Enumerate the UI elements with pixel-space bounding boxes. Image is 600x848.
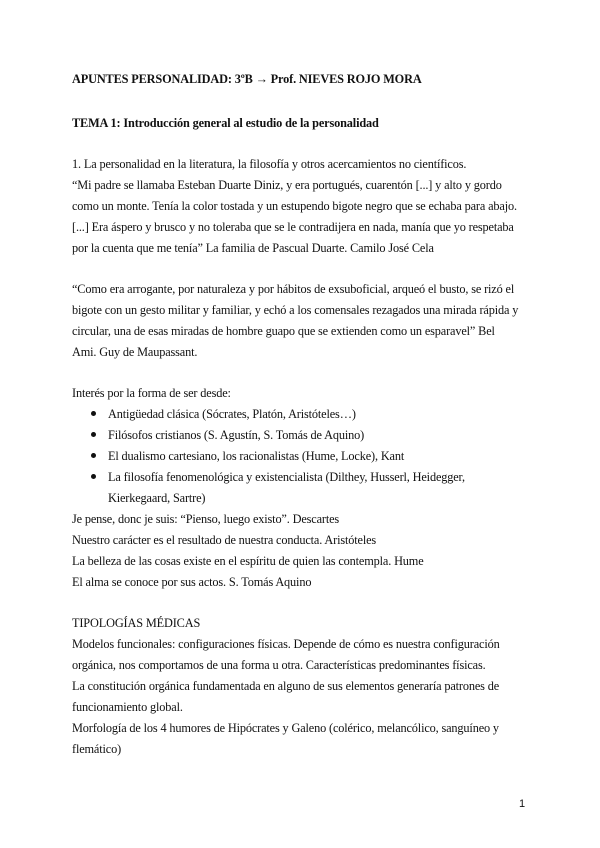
quote-line: por la cuenta que me tenía” La familia de Pascual Duarte. Camilo José Cela: [72, 241, 434, 255]
quote-line: como un monte. Tenía la color tostada y un estupendo bigote negro que se echaba para abajo.: [72, 199, 517, 213]
bullet-icon: [91, 453, 96, 458]
list-item-continuation: Kierkegaard, Sartre): [108, 491, 206, 505]
interest-intro: Interés por la forma de ser desde:: [72, 386, 231, 400]
section-heading: TIPOLOGÍAS MÉDICAS: [72, 616, 201, 630]
quote-line: “Mi padre se llamaba Esteban Duarte Diniz, y era portugués, cuarentón [...] y alto y gordo: [72, 178, 502, 192]
topic-title: TEMA 1: Introducción general al estudio de la personalidad: [72, 116, 379, 130]
paragraph-line: funcionamiento global.: [72, 700, 183, 714]
quote-line: bigote con un gesto militar y familiar, y echó a los comensales rezagados una mirada rápida y: [72, 303, 519, 317]
paragraph-line: orgánica, nos comportamos de una forma u otra. Características predominantes físicas.: [72, 658, 486, 672]
list-item: Filósofos cristianos (S. Agustín, S. Tomás de Aquino): [108, 428, 365, 442]
quote-line: Je pense, donc je suis: “Pienso, luego existo”. Descartes: [72, 512, 340, 526]
quote-line: El alma se conoce por sus actos. S. Tomás Aquino: [72, 575, 312, 589]
quote-line: La belleza de las cosas existe en el espíritu de quien las contempla. Hume: [72, 554, 424, 568]
list-item: La filosofía fenomenológica y existencialista (Dilthey, Husserl, Heidegger,: [108, 470, 465, 484]
page-number: 1: [519, 798, 526, 810]
quote-line: [...] Era áspero y brusco y no toleraba que se le contradijera en nada, manía que yo respetaba: [72, 220, 514, 234]
document-title: APUNTES PERSONALIDAD: 3ºB → Prof. NIEVES ROJO MORA: [72, 72, 422, 86]
list-item: El dualismo cartesiano, los racionalistas (Hume, Locke), Kant: [108, 449, 405, 463]
paragraph-line: flemático): [72, 742, 122, 756]
list-item: Antigüedad clásica (Sócrates, Platón, Aristóteles…): [108, 407, 356, 421]
paragraph-line: Morfología de los 4 humores de Hipócrates y Galeno (colérico, melancólico, sanguíneo y: [72, 721, 499, 735]
bullet-icon: [91, 474, 96, 479]
quote-line: “Como era arrogante, por naturaleza y por hábitos de exsuboficial, arqueó el busto, se rizó el: [72, 282, 515, 296]
quote-line: Ami. Guy de Maupassant.: [72, 345, 198, 359]
quote-line: Nuestro carácter es el resultado de nuestra conducta. Aristóteles: [72, 533, 377, 547]
paragraph-line: Modelos funcionales: configuraciones físicas. Depende de cómo es nuestra configuración: [72, 637, 500, 651]
bullet-icon: [91, 411, 96, 416]
bullet-icon: [91, 432, 96, 437]
section-heading: 1. La personalidad en la literatura, la filosofía y otros acercamientos no científicos.: [72, 157, 467, 171]
quote-line: circular, una de esas miradas de hombre guapo que se extienden como un esparavel” Bel: [72, 324, 495, 338]
paragraph-line: La constitución orgánica fundamentada en alguno de sus elementos generaría patrones de: [72, 679, 500, 693]
